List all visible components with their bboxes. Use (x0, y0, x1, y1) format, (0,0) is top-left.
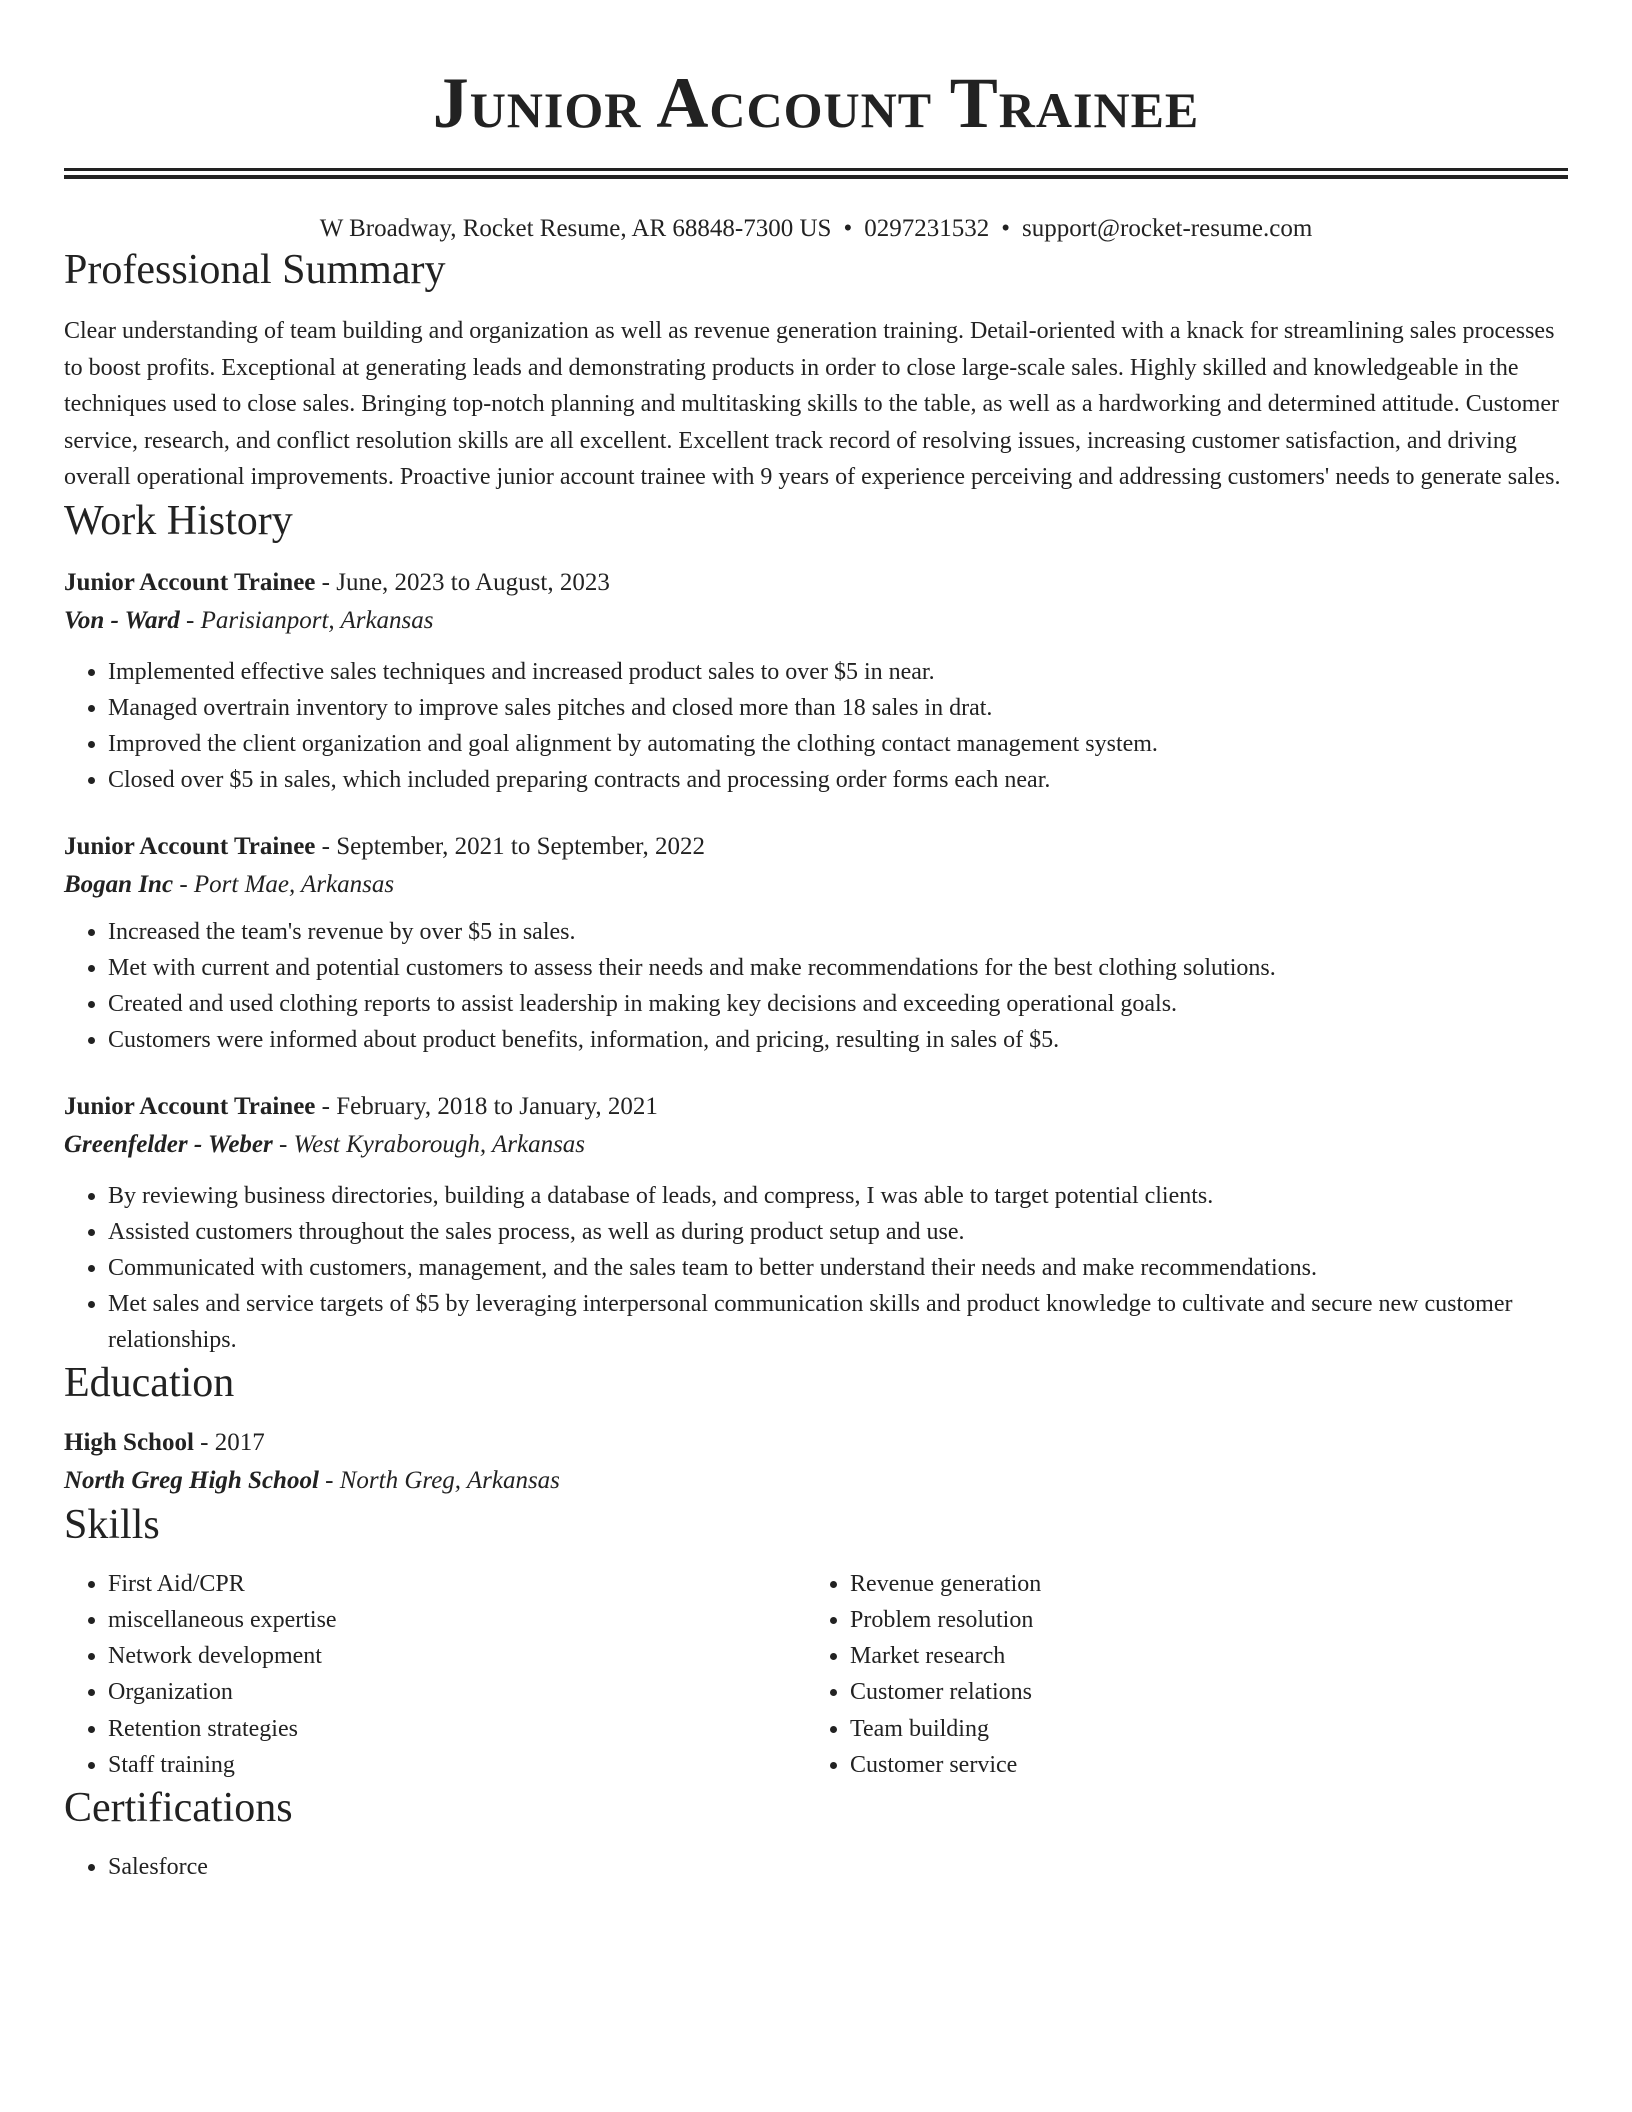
skills-list-left (64, 1566, 806, 1784)
list-item: • Closed over $5 in sales, which included preparing contracts and processing order forms each near. (108, 762, 1568, 798)
skills-heading: Skills (64, 1501, 160, 1548)
contact-email: support@rocket-resume.com (1022, 215, 1313, 242)
skills-grid (64, 1566, 1568, 1784)
job-location: - Port Mae, Arkansas (173, 870, 395, 898)
job-bullets (64, 1178, 1568, 1358)
skill-item: • Customer service (850, 1747, 1548, 1783)
skill-item: • Retention strategies (108, 1711, 806, 1747)
job-title-line (64, 564, 1568, 602)
job-title-line (64, 1088, 1568, 1126)
skill-item: • Revenue generation (850, 1566, 1548, 1602)
job-company: Bogan Inc (64, 870, 174, 898)
list-item: • Managed overtrain inventory to improve sales pitches and closed more than 18 sales in drat. (108, 690, 1568, 726)
list-item: • Implemented effective sales techniques and increased product sales to over $5 in near. (108, 654, 1568, 690)
education-year: - 2017 (193, 1428, 265, 1456)
contact-separator: • (1001, 215, 1010, 242)
list-item: • Assisted customers throughout the sales process, as well as during product setup and use. (108, 1214, 1568, 1250)
job-location: - Parisianport, Arkansas (179, 606, 434, 634)
summary-text: Clear understanding of team building and organization as well as revenue generation training. Detail-oriented with a knack for streamlining sales processes to boost profits. Exceptional at generating leads and demonstrating products in order to close large-scale sales. Highly skilled and knowledgeable in the techniques used to close sales. Bringing top-notch planning and multitasking skills to the table, as well as a hardworking and determined attitude. Customer service, research, and conflict resolution skills are all excellent. Excellent track record of resolving issues, increasing customer satisfaction, and driving overall operational improvements. Proactive junior account trainee with 9 years of experience perceiving and addressing customers' needs to generate sales. (64, 318, 1561, 490)
job-dates: - February, 2018 to January, 2021 (315, 1092, 658, 1120)
skill-item: • Staff training (108, 1747, 806, 1783)
job-company-line (64, 866, 1568, 904)
resume-name: Junior Account Trainee (432, 63, 1200, 143)
skills-list-right (806, 1566, 1548, 1784)
list-item: • By reviewing business directories, building a database of leads, and compress, I was able to target potential clients. (108, 1178, 1568, 1214)
skill-item: • Team building (850, 1711, 1548, 1747)
education-degree: High School (64, 1428, 194, 1456)
job-company-line (64, 602, 1568, 640)
skill-item: • Customer relations (850, 1674, 1548, 1710)
job-title-line (64, 828, 1568, 866)
job-company-line (64, 1126, 1568, 1164)
education-heading: Education (64, 1359, 235, 1406)
job-dates: - September, 2021 to September, 2022 (315, 832, 705, 860)
skill-item: • Network development (108, 1638, 806, 1674)
skill-item: • First Aid/CPR (108, 1566, 806, 1602)
contact-address: W Broadway, Rocket Resume, AR 68848-7300 US (319, 215, 832, 242)
job-bullets (64, 914, 1568, 1058)
certifications-heading: Certifications (64, 1785, 293, 1832)
job-role: Junior Account Trainee (64, 568, 316, 596)
certifications-list (64, 1849, 1568, 1885)
education-location: - North Greg, Arkansas (318, 1466, 560, 1494)
education-school: North Greg High School (64, 1466, 319, 1494)
job-company: Von - Ward (64, 606, 180, 634)
list-item: • Increased the team's revenue by over $5 in sales. (108, 914, 1568, 950)
summary-heading: Professional Summary (64, 247, 446, 293)
contact-phone: 0297231532 (864, 215, 990, 242)
job-location: - West Kyraborough, Arkansas (272, 1130, 586, 1158)
list-item: • Met with current and potential customers to assess their needs and make recommendations for the best clothing solutions. (108, 950, 1568, 986)
education-school-line (64, 1462, 1568, 1500)
skill-item: • Market research (850, 1638, 1548, 1674)
job-role: Junior Account Trainee (64, 832, 316, 860)
list-item: • Customers were informed about product benefits, information, and pricing, resulting in sales of $5. (108, 1022, 1568, 1058)
list-item: • Improved the client organization and goal alignment by automating the clothing contact management system. (108, 726, 1568, 762)
job-dates: - June, 2023 to August, 2023 (315, 568, 610, 596)
job-entry (64, 1088, 1568, 1358)
work-history-heading: Work History (64, 497, 293, 544)
job-bullets (64, 654, 1568, 798)
skill-item: • Problem resolution (850, 1602, 1548, 1638)
certification-item: • Salesforce (108, 1849, 1568, 1885)
education-degree-line (64, 1424, 1568, 1462)
header-divider (64, 168, 1568, 179)
contact-line (64, 213, 1568, 245)
job-role: Junior Account Trainee (64, 1092, 316, 1120)
job-entry (64, 828, 1568, 1058)
list-item: • Met sales and service targets of $5 by leveraging interpersonal communication skills and product knowledge to cultivate and secure new customer relationships. (108, 1286, 1568, 1358)
skill-item: • Organization (108, 1674, 806, 1710)
education-entry (64, 1424, 1568, 1500)
skill-item: • miscellaneous expertise (108, 1602, 806, 1638)
list-item: • Created and used clothing reports to assist leadership in making key decisions and exceeding operational goals. (108, 986, 1568, 1022)
job-entry (64, 564, 1568, 798)
contact-separator: • (843, 215, 853, 242)
list-item: • Communicated with customers, management, and the sales team to better understand their needs and make recommendations. (108, 1250, 1568, 1286)
job-company: Greenfelder - Weber (64, 1130, 273, 1158)
